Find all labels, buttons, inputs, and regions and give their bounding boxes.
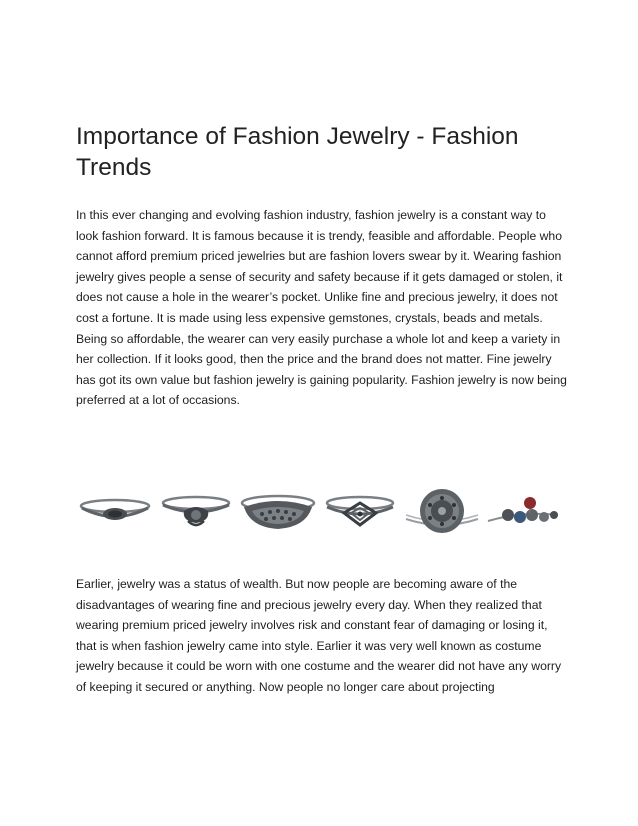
jewelry-image-strip xyxy=(76,481,560,543)
paragraph-intro: In this ever changing and evolving fashion industry, fashion jewelry is a constant way to look fashion forward. It is famous because it is trendy, feasible and affordable. People who cannot afford premium priced jewelries but are fashion lovers swear by it. Wearing fashion jewelry gives people a sense of security and safety because if it gets damaged or stolen, it does not cause a hole in the wearer’s pocket. Unlike fine and precious jewelry, it does not cost a fortune. It is made using less expensive gemstones, crystals, beads and metals. Being so affordable, the wearer can very easily purchase a whole lot and keep a variety in her collection. If it looks good, then the price and the brand does not matter. Fine jewelry has got its own value but fashion jewelry is gaining popularity. Fashion jewelry is now being preferred at a lot of occasions. xyxy=(76,208,567,408)
ring-icon xyxy=(158,481,234,543)
paragraph-history: Earlier, jewelry was a status of wealth. But now people are becoming aware of the disadvantages of wearing fine and precious jewelry every day. When they realized that wearing premium priced jewelry involves risk and constant fear of damaging or losing it, that is when fashion jewelry came into style. Earlier it was very well known as costume jewelry because it could be worn with one costume and the wearer did not have any worry of keeping it secured or anything. Now people no longer care about projecting xyxy=(76,577,562,694)
ring-icon xyxy=(76,481,154,543)
ring-icon xyxy=(322,481,398,543)
ring-icon xyxy=(402,481,482,543)
page-title: Importance of Fashion Jewelry - Fashion Trends xyxy=(76,123,519,181)
ring-icon xyxy=(238,481,318,543)
bracelet-icon xyxy=(486,481,560,543)
